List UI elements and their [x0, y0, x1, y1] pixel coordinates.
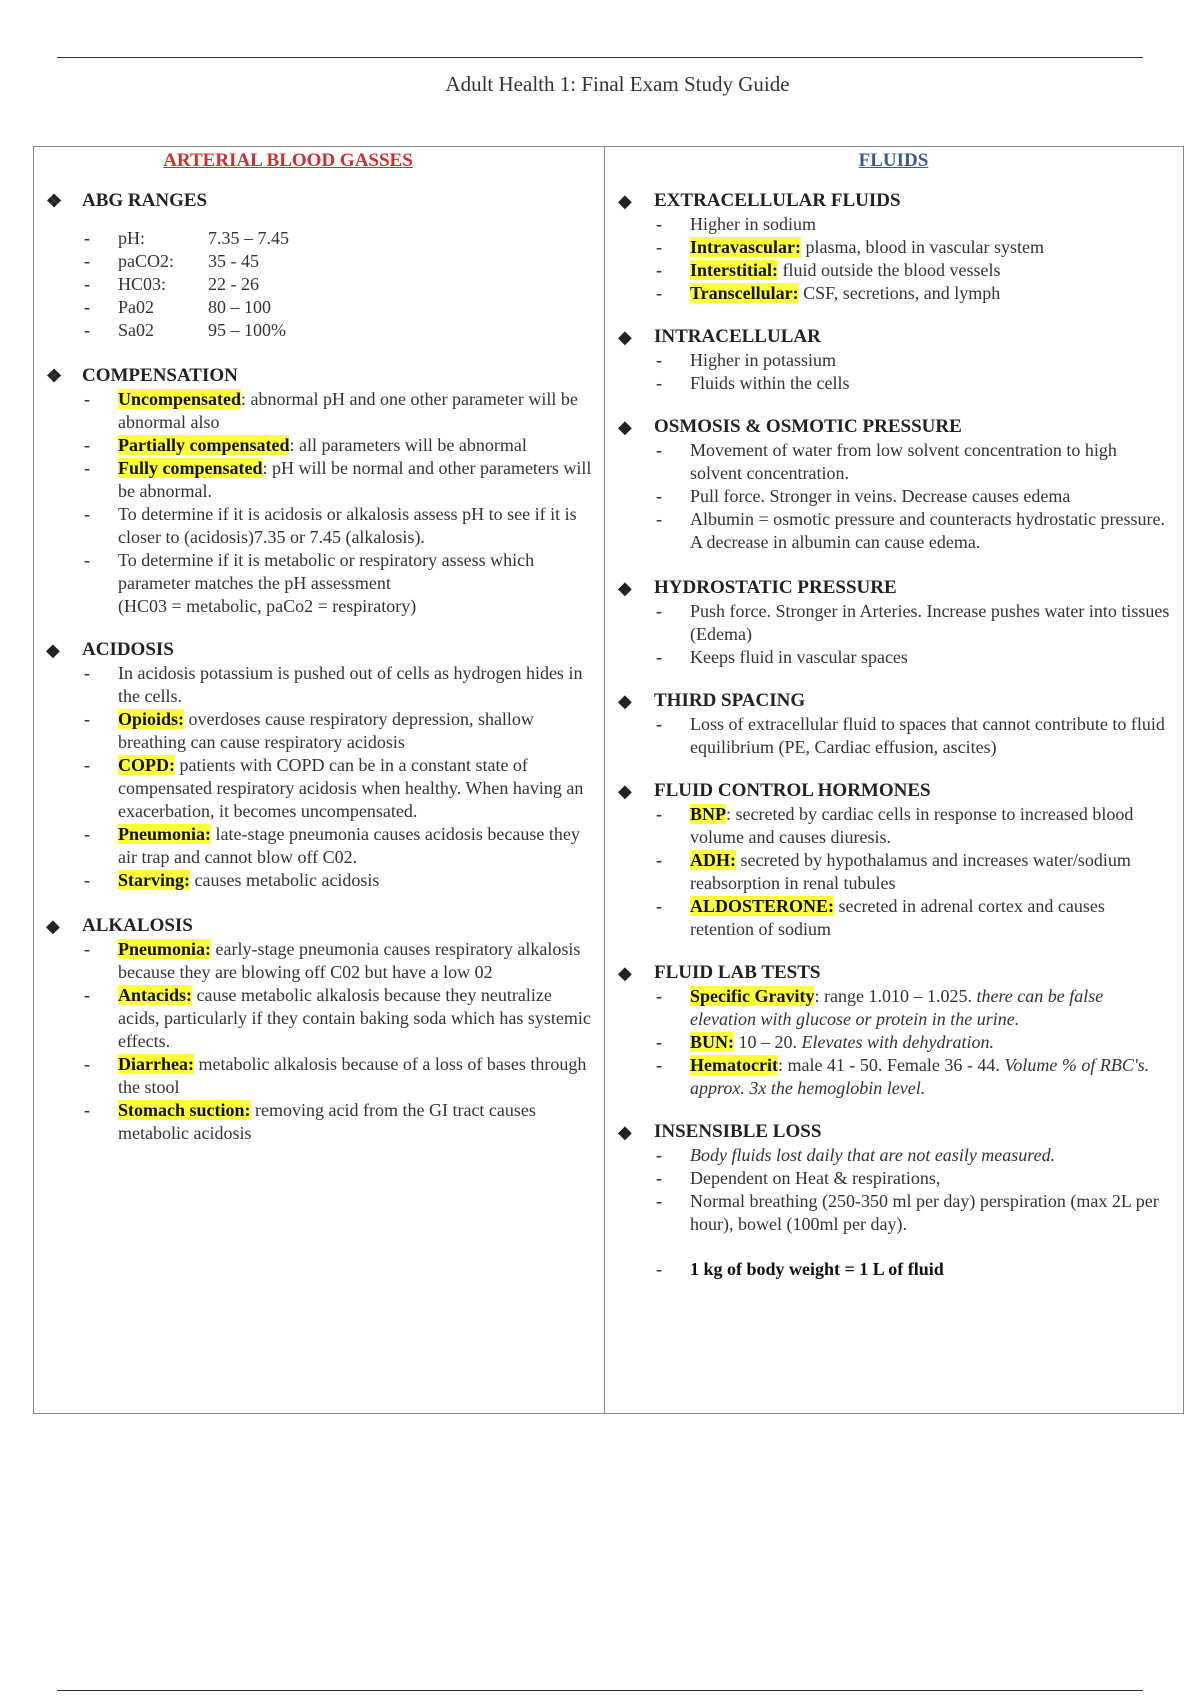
- list-item: - Opioids: overdoses cause respiratory depression, shallow breathing can cause respiratory acidosis: [82, 708, 592, 754]
- compensation-list: [44, 388, 592, 618]
- diamond-bullet-icon: ◆: [618, 963, 632, 983]
- list-item: - BUN: 10 – 20. Elevates with dehydration.: [654, 1031, 1171, 1054]
- abg-range-row: - Pa02 80 – 100: [82, 296, 592, 319]
- list-item: - 1 kg of body weight = 1 L of fluid: [654, 1258, 1171, 1281]
- list-item: - Antacids: cause metabolic alkalosis because they neutralize acids, particularly if they contain baking soda which has systemic effects.: [82, 984, 592, 1053]
- abg-column: [34, 147, 604, 1413]
- list-item: - Stomach suction: removing acid from the GI tract causes metabolic acidosis: [82, 1099, 592, 1145]
- hydrostatic-list: [616, 600, 1171, 669]
- abg-range-row: - pH: 7.35 – 7.45: [82, 227, 592, 250]
- diamond-bullet-icon: ◆: [618, 327, 632, 347]
- list-item: - Diarrhea: metabolic alkalosis because of a loss of bases through the stool: [82, 1053, 592, 1099]
- list-item: - Starving: causes metabolic acidosis: [82, 869, 592, 892]
- list-item: - ALDOSTERONE: secreted in adrenal cortex and causes retention of sodium: [654, 895, 1171, 941]
- third-spacing-section: [616, 689, 1171, 759]
- alkalosis-heading: ◆ ALKALOSIS: [46, 915, 193, 936]
- list-item: - Interstitial: fluid outside the blood vessels: [654, 259, 1171, 282]
- abg-ranges-section: [44, 189, 592, 342]
- diamond-bullet-icon: ◆: [618, 417, 632, 437]
- header-rule: [57, 57, 1143, 58]
- list-item: - Movement of water from low solvent concentration to high solvent concentration.: [654, 439, 1171, 485]
- list-item: - BNP: secreted by cardiac cells in response to increased blood volume and causes diuresis.: [654, 803, 1171, 849]
- abg-ranges-heading: ❖ ABG RANGES: [46, 190, 208, 211]
- abg-range-row: - HC03: 22 - 26: [82, 273, 592, 296]
- list-item: - Dependent on Heat & respirations,: [654, 1167, 1171, 1190]
- list-item: - Fluids within the cells: [654, 372, 1171, 395]
- document-title: Adult Health 1: Final Exam Study Guide: [445, 72, 790, 96]
- extracellular-list: [616, 213, 1171, 305]
- list-item: - Normal breathing (250-350 ml per day) perspiration (max 2L per hour), bowel (100ml per day).: [654, 1190, 1171, 1236]
- diamond-bullet-icon: ❖: [46, 366, 63, 386]
- diamond-bullet-icon: ◆: [618, 691, 632, 711]
- list-item: - Albumin = osmotic pressure and counteracts hydrostatic pressure. A decrease in albumin can cause edema.: [654, 508, 1171, 554]
- diamond-bullet-icon: ❖: [46, 191, 63, 211]
- abg-range-row: - Sa02 95 – 100%: [82, 319, 592, 342]
- fluids-column-title: FLUIDS: [858, 150, 929, 171]
- fluids-column: [606, 147, 1183, 1413]
- list-item: - Uncompensated: abnormal pH and one other parameter will be abnormal also: [82, 388, 592, 434]
- insensible-loss-list: [616, 1144, 1171, 1281]
- lab-tests-section: [616, 961, 1171, 1100]
- hormones-list: [616, 803, 1171, 941]
- hydrostatic-section: [616, 576, 1171, 669]
- list-item: - Pneumonia: late-stage pneumonia causes acidosis because they air trap and cannot blow off C02.: [82, 823, 592, 869]
- extracellular-section: [616, 189, 1171, 305]
- acidosis-section: [44, 638, 592, 892]
- compensation-section: [44, 364, 592, 618]
- list-item: - Body fluids lost daily that are not easily measured.: [654, 1144, 1171, 1167]
- list-item: - Push force. Stronger in Arteries. Increase pushes water into tissues (Edema): [654, 600, 1171, 646]
- lab-tests-heading: ◆ FLUID LAB TESTS: [618, 962, 821, 983]
- extracellular-heading: ◆ EXTRACELLULAR FLUIDS: [618, 190, 901, 211]
- osmosis-heading: ◆ OSMOSIS & OSMOTIC PRESSURE: [618, 416, 962, 437]
- alkalosis-list: [44, 938, 592, 1145]
- list-item: - Higher in potassium: [654, 349, 1171, 372]
- insensible-loss-heading: ◆ INSENSIBLE LOSS: [618, 1121, 822, 1142]
- compensation-heading: ❖ COMPENSATION: [46, 365, 238, 386]
- list-item: - Higher in sodium: [654, 213, 1171, 236]
- study-guide-table: [33, 146, 1184, 1414]
- diamond-bullet-icon: ◆: [618, 1122, 632, 1142]
- footer-rule: [57, 1690, 1143, 1691]
- list-item: - Partially compensated: all parameters will be abnormal: [82, 434, 592, 457]
- list-item: - To determine if it is acidosis or alkalosis assess pH to see if it is closer to (acidosis)7.35 or 7.45 (alkalosis).: [82, 503, 592, 549]
- list-item: - In acidosis potassium is pushed out of cells as hydrogen hides in the cells.: [82, 662, 592, 708]
- intracellular-list: [616, 349, 1171, 395]
- list-item: - Fully compensated: pH will be normal and other parameters will be abnormal.: [82, 457, 592, 503]
- list-item: - Pneumonia: early-stage pneumonia causes respiratory alkalosis because they are blowing off C02 but have a low 02: [82, 938, 592, 984]
- abg-column-title: ARTERIAL BLOOD GASSES: [163, 150, 413, 171]
- list-item: - Transcellular: CSF, secretions, and lymph: [654, 282, 1171, 305]
- diamond-bullet-icon: ◆: [618, 781, 632, 801]
- list-item: - COPD: patients with COPD can be in a constant state of compensated respiratory acidosis when healthy. When having an exacerbation, it becomes uncompensated.: [82, 754, 592, 823]
- osmosis-section: [616, 415, 1171, 554]
- diamond-bullet-icon: ◆: [618, 191, 632, 211]
- intracellular-heading: ◆ INTRACELLULAR: [618, 326, 821, 347]
- acidosis-list: [44, 662, 592, 892]
- insensible-loss-section: [616, 1120, 1171, 1281]
- third-spacing-list: [616, 713, 1171, 759]
- hydrostatic-heading: ◆ HYDROSTATIC PRESSURE: [618, 577, 897, 598]
- hormones-section: [616, 779, 1171, 941]
- osmosis-list: [616, 439, 1171, 554]
- alkalosis-section: [44, 914, 592, 1145]
- list-item: - Hematocrit: male 41 - 50. Female 36 - 44. Volume % of RBC's. approx. 3x the hemoglobin level.: [654, 1054, 1171, 1100]
- list-item: - Intravascular: plasma, blood in vascular system: [654, 236, 1171, 259]
- hormones-heading: ◆ FLUID CONTROL HORMONES: [618, 780, 931, 801]
- list-item: - Pull force. Stronger in veins. Decrease causes edema: [654, 485, 1171, 508]
- acidosis-heading: ◆ ACIDOSIS: [46, 639, 174, 660]
- list-item: - To determine if it is metabolic or respiratory assess which parameter matches the pH assessment (HC03 = metabolic, paCo2 = respiratory): [82, 549, 592, 618]
- diamond-bullet-icon: ◆: [618, 578, 632, 598]
- intracellular-section: [616, 325, 1171, 395]
- lab-tests-list: [616, 985, 1171, 1100]
- diamond-bullet-icon: ◆: [46, 640, 60, 660]
- third-spacing-heading: ◆ THIRD SPACING: [618, 690, 806, 711]
- abg-range-row: - paCO2: 35 - 45: [82, 250, 592, 273]
- list-item: - ADH: secreted by hypothalamus and increases water/sodium reabsorption in renal tubules: [654, 849, 1171, 895]
- abg-ranges-list: [44, 227, 592, 342]
- diamond-bullet-icon: ◆: [46, 916, 60, 936]
- list-item: - Keeps fluid in vascular spaces: [654, 646, 1171, 669]
- column-divider: [604, 147, 605, 1413]
- list-item: - Specific Gravity: range 1.010 – 1.025. there can be false elevation with glucose or protein in the urine.: [654, 985, 1171, 1031]
- list-item: - Loss of extracellular fluid to spaces that cannot contribute to fluid equilibrium (PE, Cardiac effusion, ascites): [654, 713, 1171, 759]
